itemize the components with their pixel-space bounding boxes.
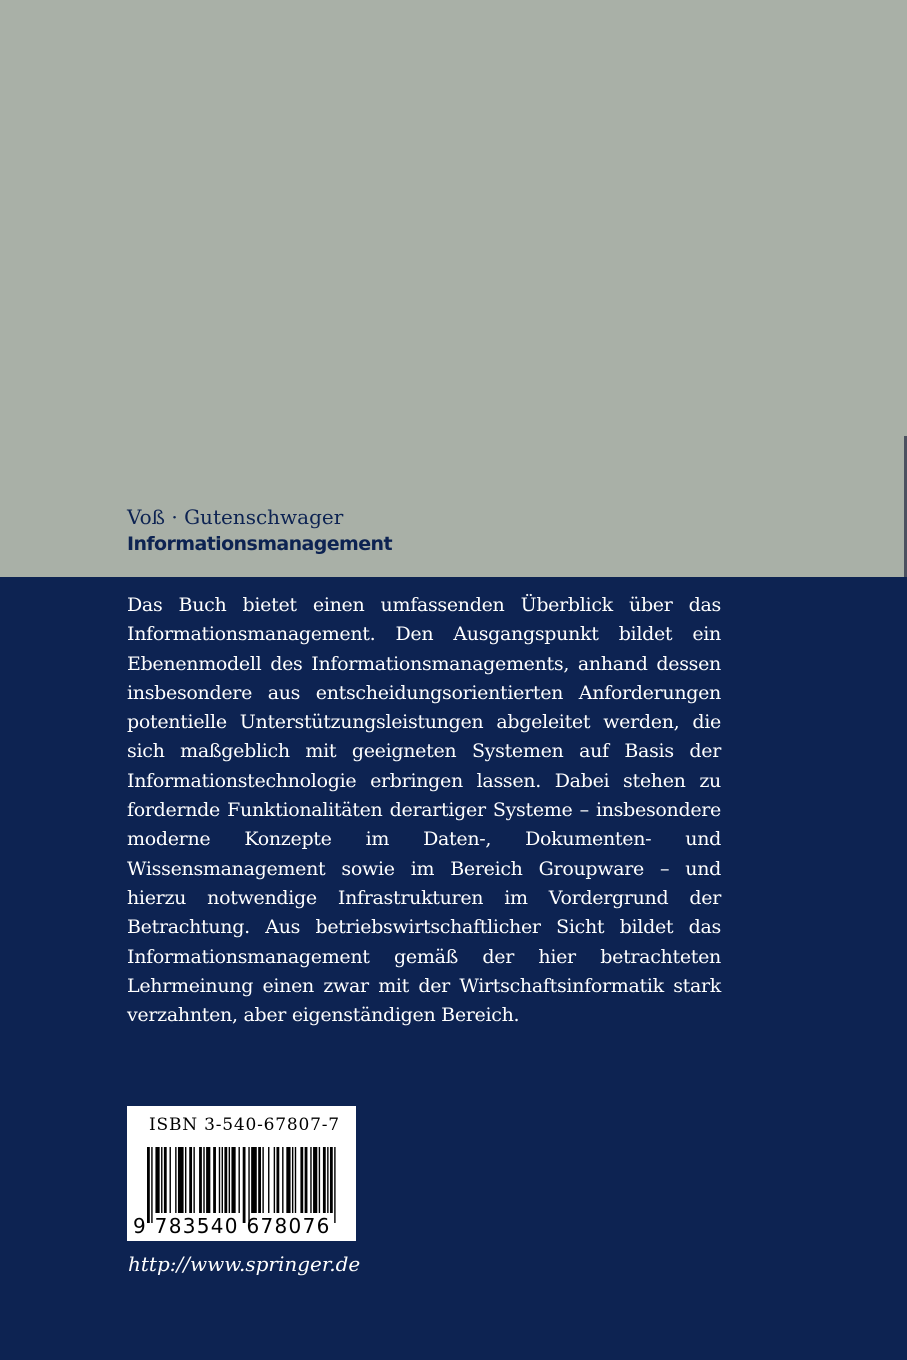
barcode-bar: [206, 1147, 210, 1213]
barcode-bar: [199, 1147, 202, 1213]
barcode-icon: [147, 1147, 337, 1223]
barcode-bar: [323, 1147, 326, 1213]
authors: Voß · Gutenschwager: [127, 505, 344, 529]
barcode-bar: [305, 1147, 308, 1213]
barcode-bar: [319, 1147, 320, 1213]
barcode-bar: [161, 1147, 162, 1213]
top-color-band: [0, 0, 907, 577]
barcode-bar: [238, 1147, 239, 1213]
barcode-bar: [276, 1147, 279, 1213]
barcode-bar: [248, 1147, 249, 1223]
publisher-url[interactable]: http://www.springer.de: [128, 1252, 361, 1276]
barcode-bar: [295, 1147, 296, 1213]
barcode-bar: [151, 1147, 152, 1223]
barcode-bar: [178, 1147, 184, 1213]
barcode-bar: [229, 1147, 230, 1213]
barcode-bar: [310, 1147, 311, 1213]
barcode-bar: [213, 1147, 216, 1213]
barcode-bar: [155, 1147, 159, 1213]
barcode-bar: [231, 1147, 235, 1213]
barcode-bar: [330, 1147, 333, 1213]
barcode-bar: [327, 1147, 328, 1213]
barcode-bar: [334, 1147, 335, 1223]
barcode-bar: [243, 1147, 246, 1223]
barcode-bar: [203, 1147, 204, 1213]
book-title: Informationsmanagement: [127, 533, 392, 555]
ean-digits: 9 783540 678076: [133, 1214, 331, 1238]
barcode-bar: [164, 1147, 167, 1213]
blurb-text: Das Buch bietet einen umfassenden Überblick über das Informationsmanagement. Den Ausgangspunkt bildet ein Ebenenmodell des Informationsmanagements, anhand dessen insbesondere aus entscheidungsorientierten Anforderungen potentielle Unterstützungsleistungen abgeleitet werden, die sich maßgeblich mit geeigneten Systemen auf Basis der Informationstechnologie erbringen lassen. Dabei stehen zu fordernde Funktionalitäten derartiger Systeme – insbesondere moderne Konzepte im Daten-, Dokumenten- und Wissensmanagement sowie im Bereich Groupware – und hierzu notwendige Infrastrukturen im Vordergrund der Betrachtung. Aus betriebswirtschaftlicher Sicht bildet das Informationsmanagement gemäß der hier betrachteten Lehrmeinung einen zwar mit der Wirtschaftsinformatik stark verzahnten, aber eigenständigen Bereich.: [127, 594, 721, 1027]
barcode-bar: [274, 1147, 275, 1213]
barcode-bar: [258, 1147, 261, 1213]
barcode-bar: [292, 1147, 293, 1213]
isbn-label: ISBN 3-540-67807-7: [149, 1115, 340, 1135]
barcode-bar: [313, 1147, 317, 1213]
barcode-box: [127, 1106, 356, 1241]
barcode-bar: [219, 1147, 220, 1213]
barcode-bar: [189, 1147, 192, 1213]
barcode-bar: [286, 1147, 290, 1213]
barcode-bar: [193, 1147, 194, 1213]
barcode-bar: [262, 1147, 263, 1213]
barcode-bar: [282, 1147, 283, 1213]
barcode-bar: [170, 1147, 171, 1213]
barcode-bar: [147, 1147, 150, 1223]
barcode-bar: [224, 1147, 227, 1213]
barcode-bar: [222, 1147, 223, 1213]
barcode-bar: [251, 1147, 257, 1213]
barcode-bar: [175, 1147, 176, 1213]
barcode-bar: [268, 1147, 269, 1213]
barcode-bar: [185, 1147, 186, 1213]
barcode-bar: [300, 1147, 303, 1213]
